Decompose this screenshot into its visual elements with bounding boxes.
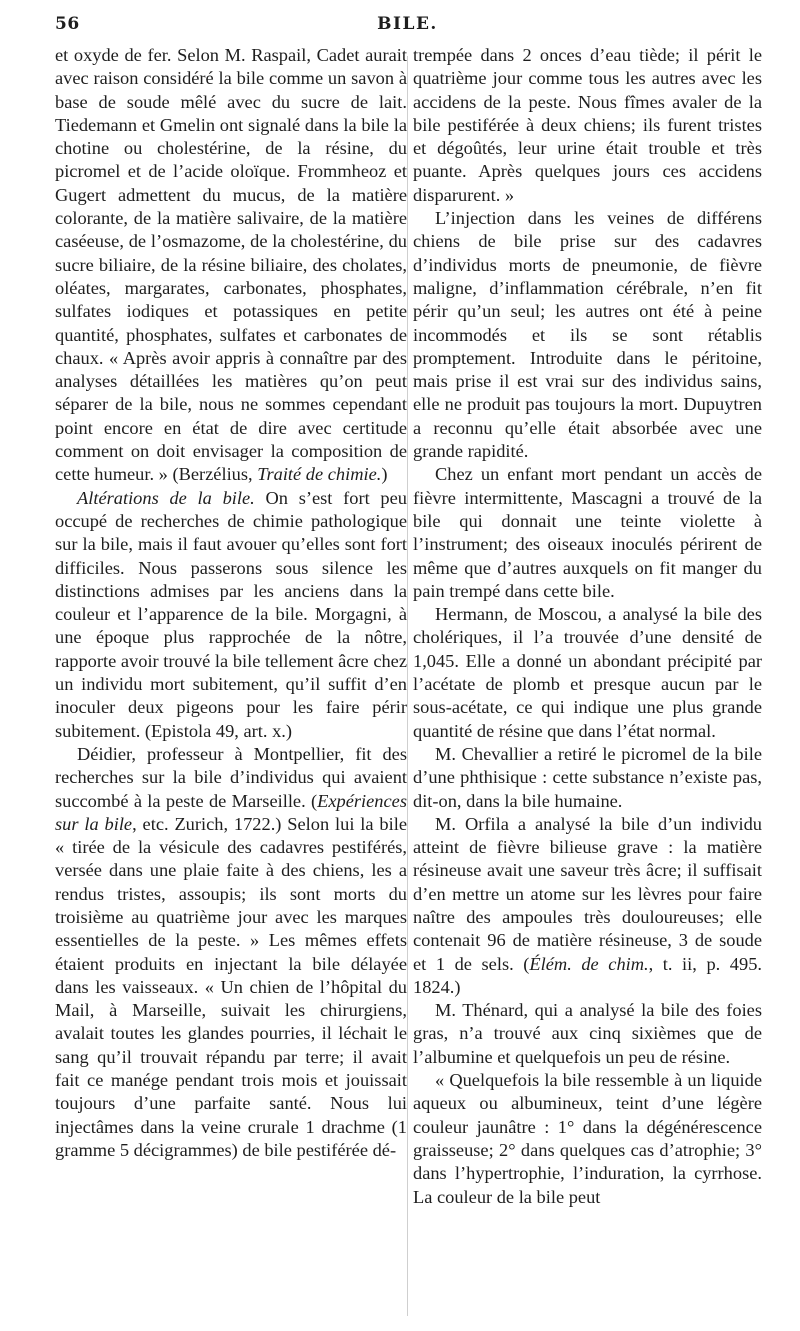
left-column <box>55 44 407 1162</box>
paragraph: Hermann, de Moscou, a analysé la bile des cholériques, il l’a trouvée d’une densité de 1,045. Elle a donné un abondant précipité par l’acétate de plomb et presque aucun par le sous-acétate, ce qui indique une plus grande quantité de résine que dans l’état normal. <box>413 604 762 741</box>
citation: Élém. de chim. <box>529 953 649 974</box>
paragraph: M. Thénard, qui a analysé la bile des foies gras, n’a trouvé aux cinq sixièmes que de l’albumine et quelquefois un peu de résine. <box>413 1000 762 1067</box>
citation: Expériences sur la bile <box>55 790 407 834</box>
paragraph: M. Chevallier a retiré le picromel de la bile d’une phthisique : cette substance n’existe pas, dit-on, dans la bile humaine. <box>413 743 762 811</box>
paragraph: et oxyde de fer. Selon M. Raspail, Cadet aurait avec raison considéré la bile comme un savon à base de soude mêlé avec du sucre de lait. Tiedemann et Gmelin ont signalé dans la bile la chotine ou cholestérine, de la résine, du picromel et de l’acide oloïque. Frommheoz et Gugert admettent du mucus, de la matière colorante, de la matière salivaire, de la matière caséeuse, de l’osmazome, de la cholestérine, du sucre biliaire, de la résine biliaire, des cholates, oléates, margarates, carbonates, phosphates, sulfates iodiques et potassiques en petite quantité, phosphates, sulfates et carbonates de chaux. « Après avoir appris à connaître par des analyses détaillées les matières qu’on peut séparer de la bile, nous ne sommes cependant point encore en état de dire avec certitude comment on doit envisager la composition de cette humeur. » (Berzélius, Traité de chimie.) <box>55 45 407 485</box>
citation: Traité de chimie. <box>257 464 382 485</box>
paragraph: M. Orfila a analysé la bile d’un individu atteint de fièvre bilieuse grave : la matière résineuse avait une saveur très âcre; il suffisait d’en mettre un atome sur les lèvres pour faire naître des ampoules très douloureuses; elle contenait 96 de matière résineuse, 3 de soude et 1 de sels. (Élém. de chim., t. ii, p. 495. 1824.) <box>413 813 762 997</box>
paragraph: « Quelquefois la bile ressemble à un liquide aqueux ou albumineux, teint d’une légère couleur jaunâtre : 1° dans la dégénérescence graisseuse; 2° dans quelques cas d’atrophie; 3° dans l’hypertrophie, l’induration, la cyrrhose. La couleur de la bile peut <box>413 1070 762 1207</box>
paragraph: L’injection dans les veines de différens chiens de bile prise sur des cadavres d’individus morts de pneumonie, de fièvre maligne, d’inflammation cérébrale, n’en fit périr qu’un seul; les autres ont été à peine incommodés et ils se sont rétablis promptement. Introduite dans le péritoine, mais prise il est vrai sur des individus sains, elle ne produit pas toujours la mort. Dupuytren a reconnu qu’elle était absorbée avec une grande rapidité. <box>413 208 762 462</box>
column-divider <box>407 56 408 1316</box>
section-title: Altérations de la bile. <box>77 487 255 508</box>
paragraph: Déidier, professeur à Montpellier, fit des recherches sur la bile d’individus qui avaient succombé à la peste de Marseille. (Expériences sur la bile, etc. Zurich, 1722.) Selon lui la bile « tirée de la vésicule des cadavres pestiférés, versée dans une plaie faite à des chiens, les a rendus tristes, assoupis; ils sont morts du troisième au quatrième jour avec les marques essentielles de la peste. » Les mêmes effets étaient produits en injectant la bile délayée dans les vaisseaux. « Un chien de l’hôpital du Mail, à Marseille, suivait les chirurgiens, avalait toutes les glandes pourries, il léchait le sang qu’il trouvait répandu par terre; il avait fait ce manége pendant trois mois et jouissait toujours d’une parfaite santé. Nous lui injectâmes dans la veine crurale 1 drachme (1 gramme 5 décigrammes) de bile pestiférée dé- <box>55 743 407 1160</box>
paragraph: Altérations de la bile. On s’est fort peu occupé de recherches de chimie pathologique sur la bile, mais il faut avouer qu’elles sont fort difficiles. Nous passerons sous silence les distinctions admises par les anciens dans la couleur et l’apparence de la bile. Morgagni, à une époque plus rapprochée de la nôtre, rapporte avoir trouvé la bile tellement âcre chez un individu mort subitement, qu’il suffit d’en inoculer deux pigeons pour les faire périr subitement. (Epistola 49, art. x.) <box>55 487 407 741</box>
page-number: 56 <box>55 14 80 34</box>
page-header <box>55 14 760 40</box>
paragraph: trempée dans 2 onces d’eau tiède; il périt le quatrième jour comme tous les autres avec les accidens de la peste. Nous fîmes avaler de la bile pestiférée à deux chiens; ils furent tristes et dégoûtés, leur urine était trouble et très puante. Après quelques jours ces accidens disparurent. » <box>413 45 762 205</box>
running-title: BILE. <box>377 14 438 34</box>
right-column <box>413 44 762 1209</box>
paragraph: Chez un enfant mort pendant un accès de fièvre intermittente, Mascagni a trouvé de la bile qui donnait une teinte violette à l’instrument; des oiseaux inoculés périrent de même que d’autres auxquels on fit manger du pain trempé dans cette bile. <box>413 464 762 601</box>
